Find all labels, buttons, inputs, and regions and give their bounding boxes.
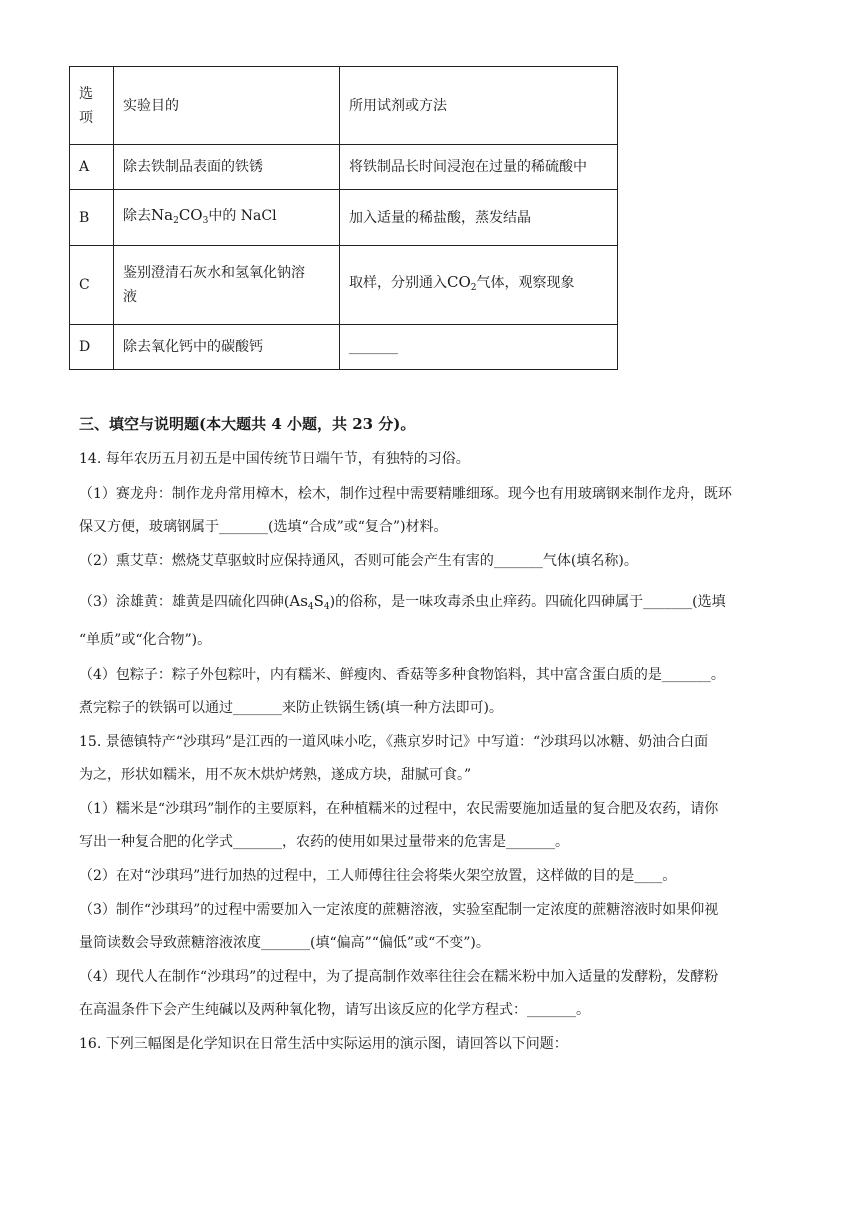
q15-p1-line1: （1）糯米是“沙琪玛”制作的主要原料，在种植糯米的过程中，农民需要施加适量的复合肥及农药，请你 <box>79 801 719 817</box>
row-method: 取样，分别通入$CO_2$气体，观察现象 <box>340 246 618 325</box>
q15-p4-line1: （4）现代人在制作“沙琪玛”的过程中，为了提高制作效率往往会在糯米粉中加入适量的发酵粉，发酵粉 <box>79 969 719 985</box>
q15-p4-line2: 在高温条件下会产生纯碱以及两种氧化物，请写出该反应的化学方程式：_______。 <box>79 1002 590 1018</box>
row-option: D <box>70 325 114 370</box>
q16-stem: 16. 下列三幅图是化学知识在日常生活中实际运用的演示图，请回答以下问题： <box>79 1036 568 1052</box>
header-option: 选 项 <box>70 67 114 145</box>
experiment-table <box>69 66 618 370</box>
q14-stem: 14. 每年农历五月初五是中国传统节日端午节，有独特的习俗。 <box>79 451 470 467</box>
table-row <box>70 190 618 246</box>
table-header-row <box>70 67 618 145</box>
q14-p3-line1: （3）涂雄黄：雄黄是四硫化四砷$(As_4S_4)$的俗称，是一味攻毒杀虫止痒药。四硫化四砷属于_______(选填 <box>79 592 726 612</box>
header-purpose: 实验目的 <box>114 67 340 145</box>
table-row <box>70 145 618 190</box>
q14-p1-line1: （1）赛龙舟：制作龙舟常用樟木，桧木，制作过程中需要精雕细琢。现今也有用玻璃钢来制作龙舟，既环 <box>79 486 732 502</box>
row-purpose: 除去氧化钙中的碳酸钙 <box>114 325 340 370</box>
row-purpose: 除去铁制品表面的铁锈 <box>114 145 340 190</box>
q14-p1-line2: 保又方便，玻璃钢属于_______(选填“合成”或“复合”)材料。 <box>79 519 448 535</box>
q15-p3-line2: 量筒读数会导致蔗糖溶液浓度_______(填“偏高”“偏低”或“不变”)。 <box>79 935 490 951</box>
row-method: 加入适量的稀盐酸，蒸发结晶 <box>340 190 618 246</box>
row-option: A <box>70 145 114 190</box>
table-row <box>70 325 618 370</box>
table-row <box>70 246 618 325</box>
q14-p4-line1: （4）包粽子：粽子外包粽叶，内有糯米、鲜瘦肉、香菇等多种食物馅料，其中富含蛋白质的是_______。 <box>79 667 725 683</box>
row-option: B <box>70 190 114 246</box>
row-option: C <box>70 246 114 325</box>
q14-p2: （2）熏艾草：燃烧艾草驱蚊时应保持通风，否则可能会产生有害的_______气体(填名称)。 <box>79 553 638 569</box>
q15-p3-line1: （3）制作“沙琪玛”的过程中需要加入一定浓度的蔗糖溶液，实验室配制一定浓度的蔗糖溶液时如果仰视 <box>79 902 719 918</box>
q15-stem-line2: 为之，形状如糯米，用不灰木烘炉烤熟，遂成方块，甜腻可食。” <box>79 767 472 783</box>
section-title: 三、填空与说明题(本大题共 4 小题，共 23 分)。 <box>79 415 416 433</box>
q15-stem-line1: 15. 景德镇特产“沙琪玛”是江西的一道风味小吃，《燕京岁时记》中写道：“沙琪玛以冰糖、奶油合白面 <box>79 734 709 750</box>
row-purpose: 鉴别澄清石灰水和氢氧化钠溶 液 <box>114 246 340 325</box>
row-method: 将铁制品长时间浸泡在过量的稀硫酸中 <box>340 145 618 190</box>
header-method: 所用试剂或方法 <box>340 67 618 145</box>
row-purpose: 除去$Na_2CO_3$中的 NaCl <box>114 190 340 246</box>
row-method: _______ <box>340 325 618 370</box>
q15-p2: （2）在对“沙琪玛”进行加热的过程中，工人师傅往往会将柴火架空放置，这样做的目的是____。 <box>79 868 677 884</box>
q14-p3-line2: “单质”或“化合物”)。 <box>79 632 212 648</box>
q14-p4-line2: 煮完粽子的铁锅可以通过_______来防止铁锅生锈(填一种方法即可)。 <box>79 700 503 716</box>
q15-p1-line2: 写出一种复合肥的化学式_______，农药的使用如果过量带来的危害是_______。 <box>79 834 569 850</box>
